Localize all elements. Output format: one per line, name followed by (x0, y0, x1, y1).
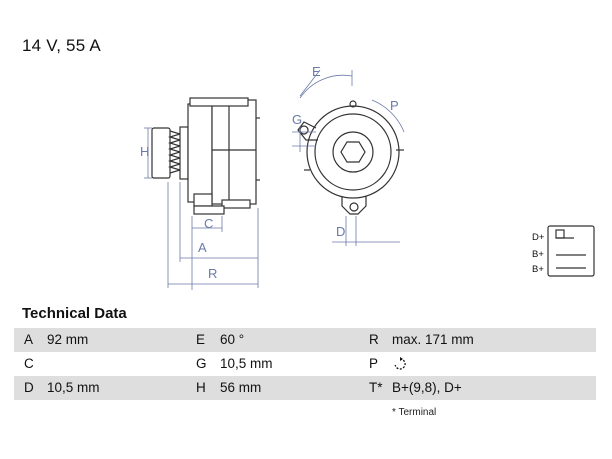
row-2-key-1: C (24, 356, 34, 371)
terminal-label-d-plus: D+ (532, 232, 545, 243)
row-2-key-2: G (196, 356, 207, 371)
terminal-plug (548, 226, 594, 276)
row-3-value-2: 56 mm (220, 380, 262, 395)
row-3-value-1: 10,5 mm (47, 380, 100, 395)
table-row (14, 352, 596, 376)
table-row (14, 376, 596, 400)
dimension-label-g: G (292, 112, 303, 127)
page-title: 14 V, 55 A (22, 36, 101, 55)
row-3-key-1: D (24, 380, 34, 395)
row-1-value-3: max. 171 mm (392, 332, 474, 347)
row-1-key-2: E (196, 332, 206, 347)
row-3-value-3: B+(9,8), D+ (392, 380, 462, 395)
dimension-label-e: E (312, 64, 321, 79)
alternator-front-view (298, 101, 404, 214)
terminal-label-b-plus-1: B+ (532, 249, 544, 260)
row-2-value-2: 10,5 mm (220, 356, 273, 371)
dimension-label-r: R (208, 266, 218, 281)
dimension-label-h: H (140, 144, 150, 159)
dimension-label-p: P (390, 98, 399, 113)
row-3-key-3: T* (369, 380, 383, 395)
clockwise-rotation-icon (392, 352, 408, 376)
table-row (14, 328, 596, 352)
technical-data-title: Technical Data (22, 305, 127, 322)
dimension-label-d: D (336, 224, 346, 239)
alternator-body-side-view (188, 98, 260, 214)
row-2-key-3: P (369, 356, 379, 371)
row-1-value-2: 60 ° (220, 332, 245, 347)
terminal-footnote: * Terminal (392, 407, 437, 418)
row-1-value-1: 92 mm (47, 332, 89, 347)
row-1-key-3: R (369, 332, 379, 347)
dimension-label-a: A (198, 240, 207, 255)
row-3-key-2: H (196, 380, 206, 395)
pulley-side-view (152, 127, 188, 179)
row-1-key-1: A (24, 332, 34, 347)
dimension-label-c: C (204, 216, 214, 231)
terminal-label-b-plus-2: B+ (532, 264, 544, 275)
